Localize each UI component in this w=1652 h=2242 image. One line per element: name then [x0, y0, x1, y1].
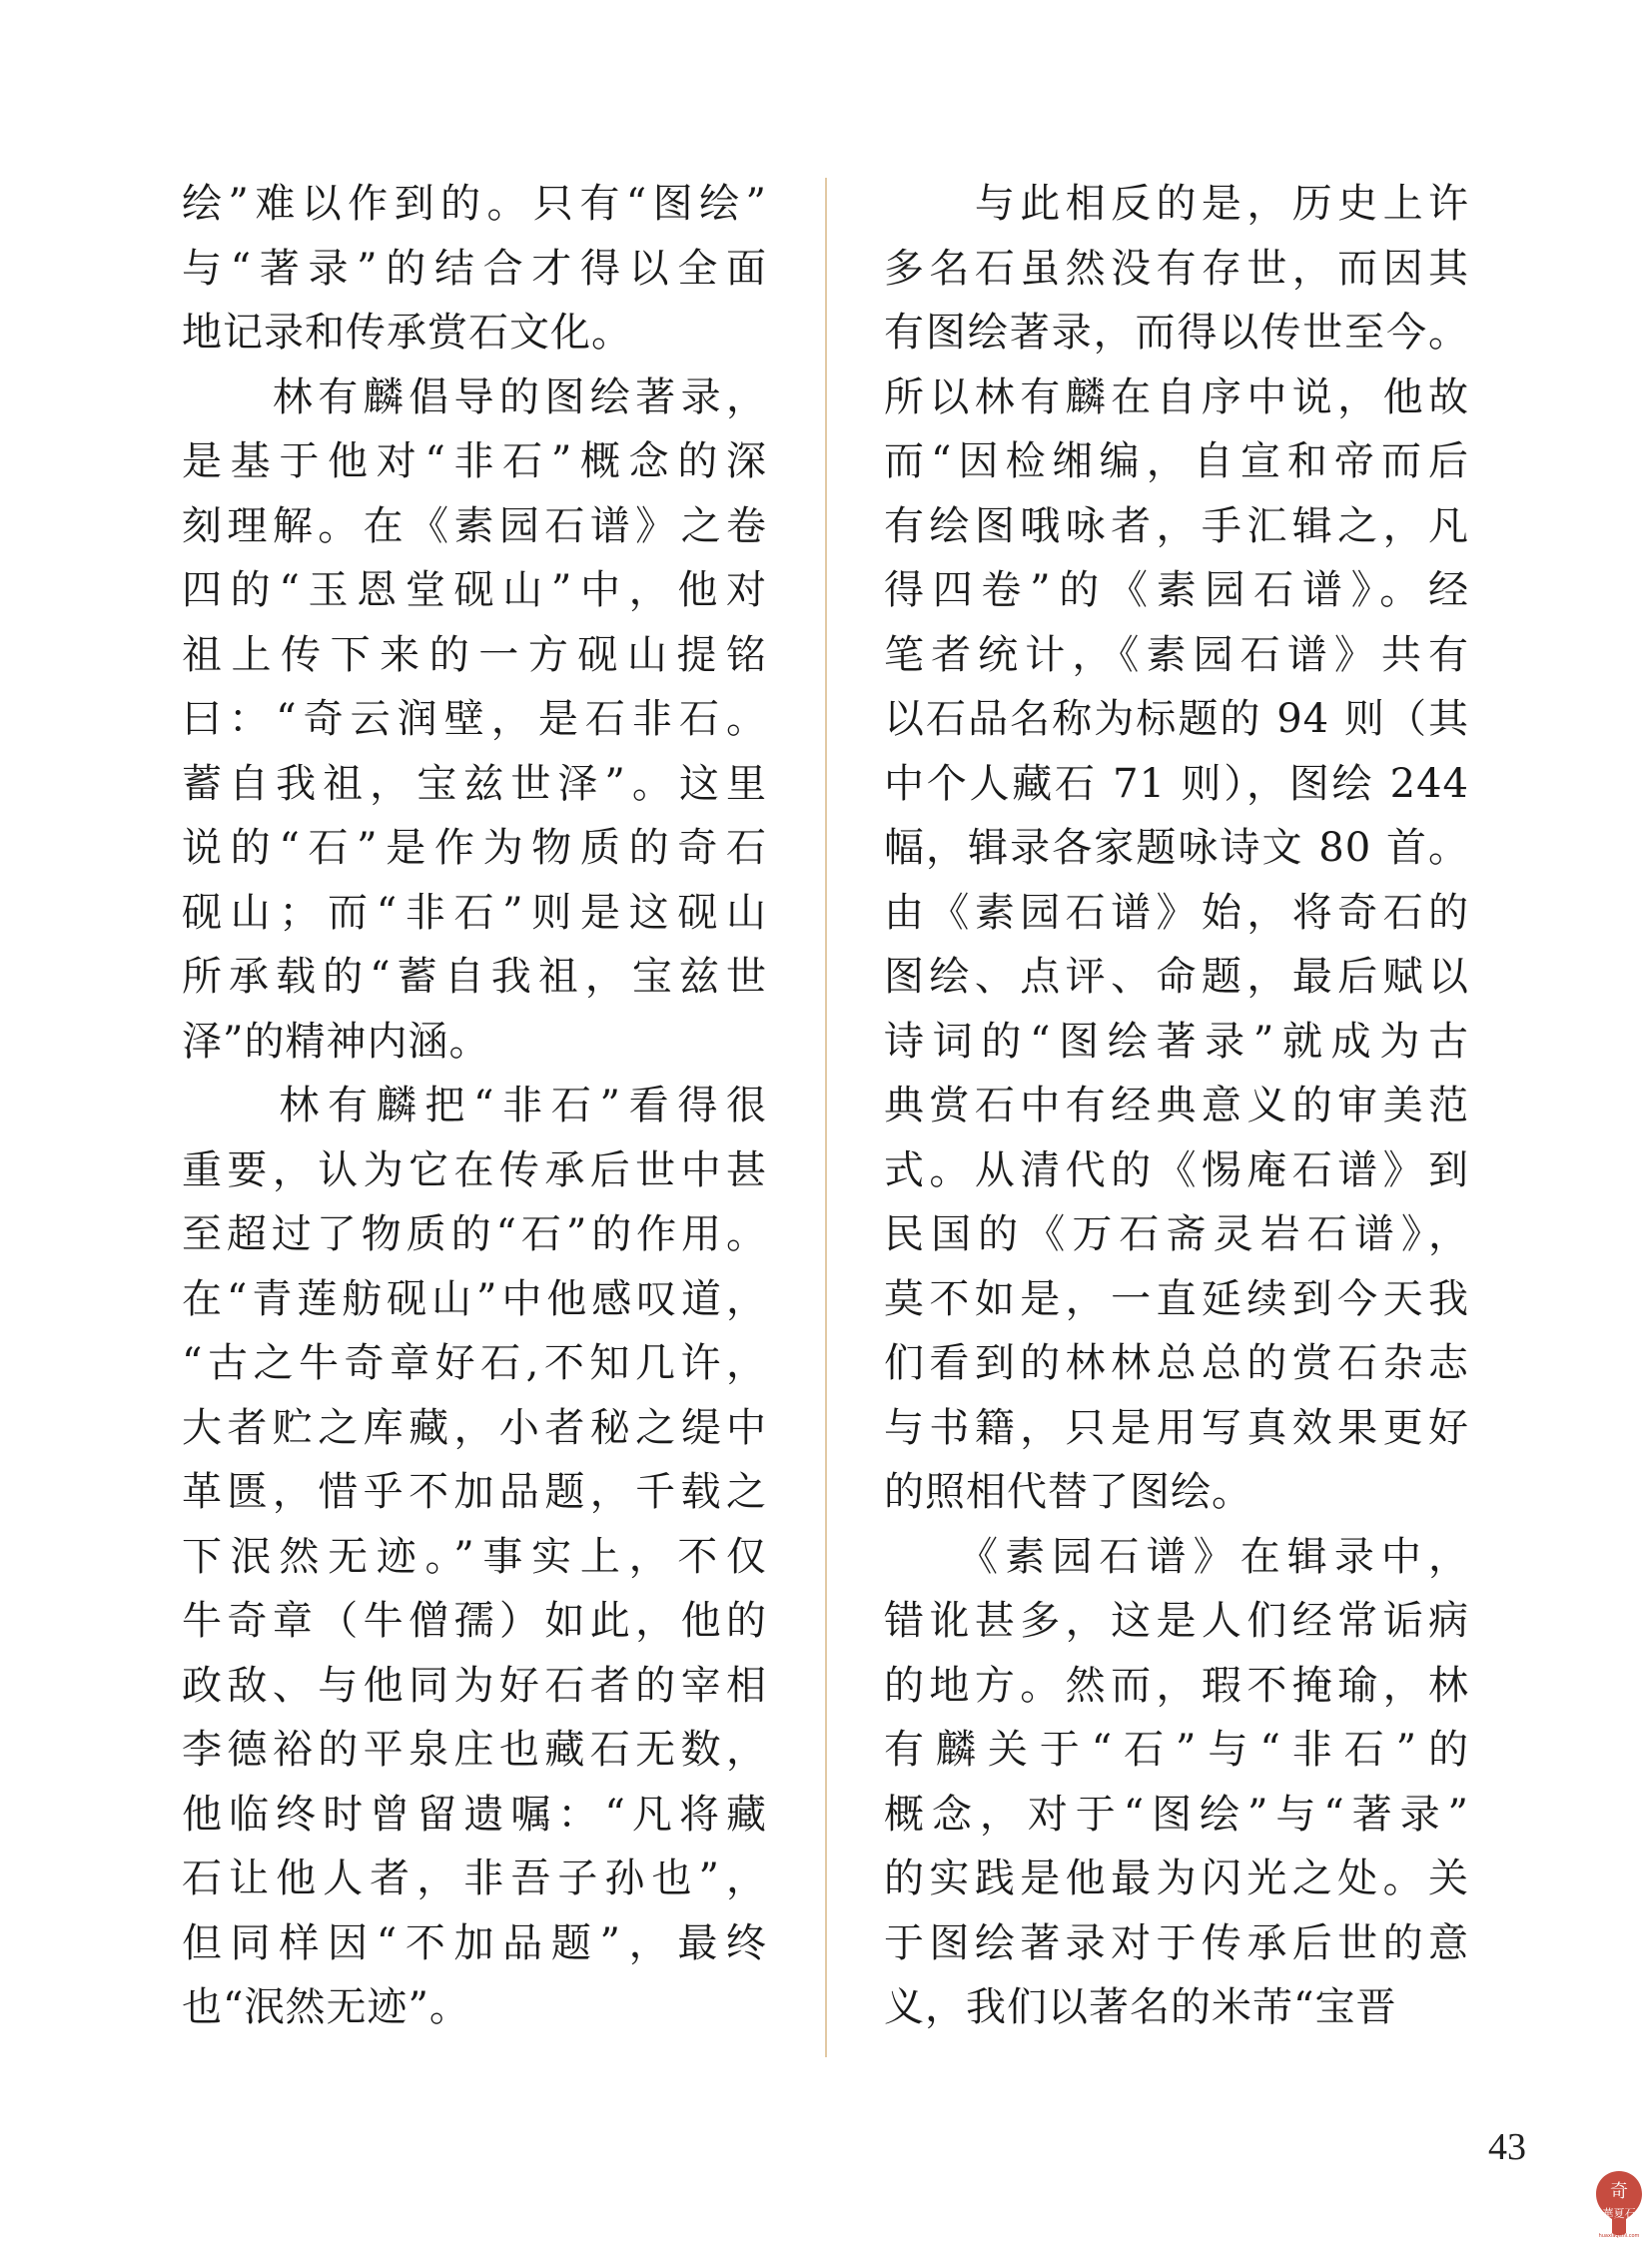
- text-line: 中个人藏石 71 则），图绘 244: [884, 760, 1469, 807]
- svg-text:華夏石: 華夏石: [1602, 2207, 1636, 2220]
- text-line: 幅，辑录各家题咏诗文 80 首。: [884, 825, 1469, 871]
- text-line: 至超过了物质的“石”的作用。: [182, 1211, 767, 1257]
- text-line: 说的“石”是作为物质的奇石: [182, 825, 767, 871]
- text-line: 有绘图哦咏者，手汇辑之，凡: [884, 502, 1469, 549]
- text-line: 四的“玉恩堂砚山”中，他对: [182, 567, 767, 613]
- column-divider: [825, 178, 827, 2057]
- text-line: 曰：“奇云润壁，是石非石。: [182, 696, 767, 742]
- text-line: “古之牛奇章好石,不知几许，: [182, 1340, 767, 1386]
- text-line: 下泯然无迹。”事实上，不仅: [182, 1533, 767, 1580]
- text-line: 石让他人者，非吾子孙也”，: [182, 1856, 767, 1901]
- text-line: 政敌、与他同为好石者的宰相: [182, 1662, 767, 1709]
- text-line: 在“青莲舫砚山”中他感叹道，: [182, 1275, 767, 1322]
- text-line: 绘”难以作到的。只有“图绘”: [182, 181, 767, 227]
- text-line: 是基于他对“非石”概念的深: [182, 438, 767, 484]
- text-line: 典赏石中有经典意义的审美范: [884, 1083, 1469, 1128]
- text-line: 蓄自我祖，宝兹世泽”。这里: [182, 760, 767, 807]
- text-line: 错讹甚多，这是人们经常诟病: [884, 1598, 1469, 1644]
- text-line: 牛奇章（牛僧孺）如此，他的: [182, 1598, 767, 1644]
- text-line: 与“著录”的结合才得以全面: [182, 245, 767, 292]
- text-line: 民国的《万石斋灵岩石谱》，: [884, 1211, 1469, 1257]
- text-line: 所承载的“蓄自我祖，宝兹世: [182, 954, 767, 1000]
- text-line: 式。从清代的《惕庵石谱》到: [884, 1146, 1469, 1193]
- text-line: 地记录和传承赏石文化。: [182, 310, 632, 356]
- svg-text:奇: 奇: [1610, 2181, 1628, 2202]
- text-line: 林有麟倡导的图绘著录，: [182, 374, 767, 420]
- text-line: 砚山；而“非石”则是这砚山: [182, 889, 767, 936]
- text-line: 概念，对于“图绘”与“著录”: [884, 1791, 1469, 1838]
- text-line: 而“因检缃编，自宣和帝而后: [884, 438, 1469, 484]
- page-number: 43: [1488, 2126, 1526, 2168]
- text-line: 但同样因“不加品题”，最终: [182, 1919, 767, 1966]
- text-line: 祖上传下来的一方砚山提铭: [182, 631, 767, 678]
- text-line: 多名石虽然没有存世，而因其: [884, 245, 1469, 292]
- text-line: 与书籍，只是用写真效果更好: [884, 1404, 1469, 1451]
- text-line: 所以林有麟在自序中说，他故: [884, 374, 1469, 420]
- text-line: 有图绘著录，而得以传世至今。: [884, 310, 1469, 356]
- right-text-column: [884, 172, 1469, 2040]
- text-line: 李德裕的平泉庄也藏石无数，: [182, 1727, 767, 1773]
- text-line: 《素园石谱》在辑录中，: [884, 1533, 1469, 1580]
- text-line: 有麟关于“石”与“非石”的: [884, 1727, 1469, 1773]
- text-line: 得四卷”的《素园石谱》。经: [884, 567, 1469, 613]
- text-line: 的地方。然而，瑕不掩瑜，林: [884, 1662, 1469, 1709]
- text-line: 的实践是他最为闪光之处。关: [884, 1856, 1469, 1901]
- site-logo-watermark: [1588, 2167, 1650, 2239]
- text-line: 们看到的林林总总的赏石杂志: [884, 1340, 1469, 1386]
- text-line: 于图绘著录对于传承后世的意: [884, 1919, 1469, 1966]
- text-line: 重要，认为它在传承后世中甚: [182, 1146, 767, 1193]
- text-line: 他临终时曾留遗嘱：“凡将藏: [182, 1791, 767, 1838]
- text-line: 诗词的“图绘著录”就成为古: [884, 1018, 1469, 1065]
- svg-text:huaxiaqishi.com: huaxiaqishi.com: [1598, 2233, 1640, 2239]
- text-line: 笔者统计，《素园石谱》共有: [884, 631, 1469, 678]
- text-line: 图绘、点评、命题，最后赋以: [884, 954, 1469, 1000]
- text-line: 以石品名称为标题的 94 则（其: [884, 696, 1469, 742]
- text-line: 林有麟把“非石”看得很: [182, 1083, 767, 1128]
- text-line: 义，我们以著名的米芾“宝晋: [884, 1984, 1397, 2030]
- left-text-column: [182, 172, 767, 2040]
- text-line: 也“泯然无迹”。: [182, 1984, 470, 2030]
- text-line: 泽”的精神内涵。: [182, 1018, 490, 1065]
- text-line: 由《素园石谱》始，将奇石的: [884, 889, 1469, 936]
- text-line: 与此相反的是，历史上许: [884, 181, 1469, 227]
- text-line: 革匮，惜乎不加品题，千载之: [182, 1469, 767, 1515]
- text-line: 莫不如是，一直延续到今天我: [884, 1275, 1469, 1322]
- text-line: 的照相代替了图绘。: [884, 1469, 1252, 1515]
- text-line: 大者贮之库藏，小者秘之缇中: [182, 1404, 767, 1451]
- text-line: 刻理解。在《素园石谱》之卷: [182, 502, 767, 549]
